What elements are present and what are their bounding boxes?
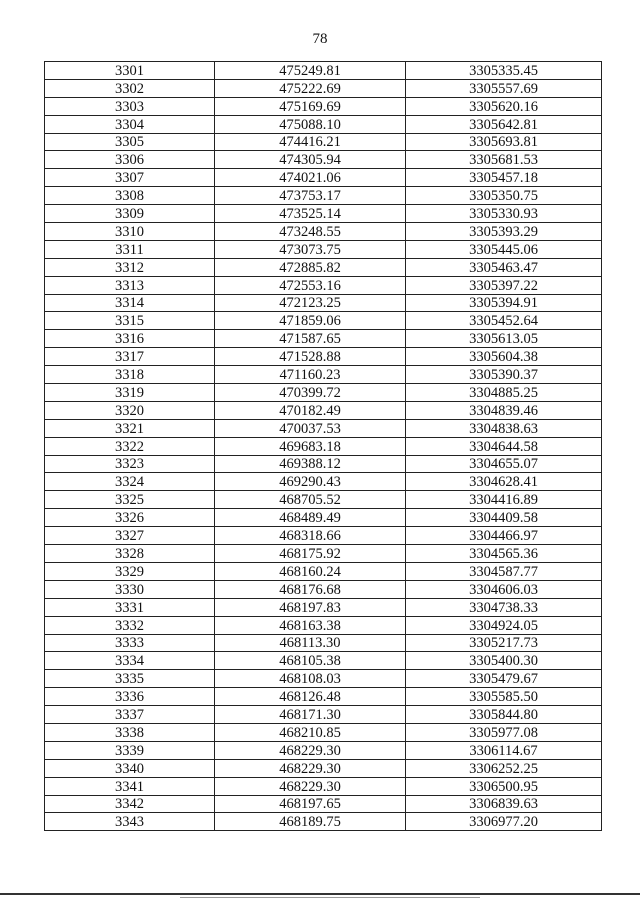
point-number-cell: 3340	[45, 759, 215, 777]
x-coordinate-cell: 472885.82	[215, 258, 406, 276]
y-coordinate-cell: 3306839.63	[406, 795, 602, 813]
point-number-cell: 3318	[45, 366, 215, 384]
y-coordinate-cell: 3304885.25	[406, 384, 602, 402]
y-coordinate-cell: 3305604.38	[406, 348, 602, 366]
point-number-cell: 3328	[45, 545, 215, 563]
table-row	[45, 223, 602, 241]
x-coordinate-cell: 468197.65	[215, 795, 406, 813]
x-coordinate-cell: 468489.49	[215, 509, 406, 527]
point-number-cell: 3334	[45, 652, 215, 670]
table-row	[45, 62, 602, 80]
y-coordinate-cell: 3306500.95	[406, 777, 602, 795]
point-number-cell: 3301	[45, 62, 215, 80]
y-coordinate-cell: 3304738.33	[406, 598, 602, 616]
point-number-cell: 3303	[45, 97, 215, 115]
table-row	[45, 437, 602, 455]
x-coordinate-cell: 471587.65	[215, 330, 406, 348]
point-number-cell: 3325	[45, 491, 215, 509]
x-coordinate-cell: 474416.21	[215, 133, 406, 151]
page-number: 78	[312, 31, 328, 47]
point-number-cell: 3329	[45, 562, 215, 580]
table-row	[45, 97, 602, 115]
x-coordinate-cell: 468210.85	[215, 723, 406, 741]
y-coordinate-cell: 3305335.45	[406, 62, 602, 80]
point-number-cell: 3316	[45, 330, 215, 348]
table-row	[45, 741, 602, 759]
coordinates-table	[44, 61, 602, 831]
table-row	[45, 348, 602, 366]
table-row	[45, 491, 602, 509]
x-coordinate-cell: 473073.75	[215, 240, 406, 258]
x-coordinate-cell: 468126.48	[215, 688, 406, 706]
table-row	[45, 580, 602, 598]
table-row	[45, 598, 602, 616]
table-row	[45, 795, 602, 813]
y-coordinate-cell: 3305620.16	[406, 97, 602, 115]
point-number-cell: 3306	[45, 151, 215, 169]
table-row	[45, 777, 602, 795]
x-coordinate-cell: 468176.68	[215, 580, 406, 598]
y-coordinate-cell: 3305463.47	[406, 258, 602, 276]
x-coordinate-cell: 468175.92	[215, 545, 406, 563]
y-coordinate-cell: 3304628.41	[406, 473, 602, 491]
y-coordinate-cell: 3304838.63	[406, 419, 602, 437]
x-coordinate-cell: 473248.55	[215, 223, 406, 241]
table-row	[45, 187, 602, 205]
point-number-cell: 3335	[45, 670, 215, 688]
table-row	[45, 366, 602, 384]
point-number-cell: 3342	[45, 795, 215, 813]
point-number-cell: 3317	[45, 348, 215, 366]
y-coordinate-cell: 3305613.05	[406, 330, 602, 348]
x-coordinate-cell: 469290.43	[215, 473, 406, 491]
y-coordinate-cell: 3304839.46	[406, 401, 602, 419]
x-coordinate-cell: 468229.30	[215, 759, 406, 777]
point-number-cell: 3302	[45, 79, 215, 97]
table-row	[45, 634, 602, 652]
table-row	[45, 79, 602, 97]
x-coordinate-cell: 468229.30	[215, 777, 406, 795]
point-number-cell: 3322	[45, 437, 215, 455]
x-coordinate-cell: 469683.18	[215, 437, 406, 455]
y-coordinate-cell: 3305217.73	[406, 634, 602, 652]
y-coordinate-cell: 3305693.81	[406, 133, 602, 151]
table-row	[45, 723, 602, 741]
y-coordinate-cell: 3304416.89	[406, 491, 602, 509]
point-number-cell: 3308	[45, 187, 215, 205]
x-coordinate-cell: 468163.38	[215, 616, 406, 634]
x-coordinate-cell: 473753.17	[215, 187, 406, 205]
x-coordinate-cell: 468160.24	[215, 562, 406, 580]
bottom-rule-faint	[180, 897, 480, 898]
table-row	[45, 759, 602, 777]
y-coordinate-cell: 3305452.64	[406, 312, 602, 330]
y-coordinate-cell: 3305642.81	[406, 115, 602, 133]
y-coordinate-cell: 3304587.77	[406, 562, 602, 580]
point-number-cell: 3341	[45, 777, 215, 795]
y-coordinate-cell: 3305394.91	[406, 294, 602, 312]
table-row	[45, 419, 602, 437]
x-coordinate-cell: 468197.83	[215, 598, 406, 616]
x-coordinate-cell: 474021.06	[215, 169, 406, 187]
point-number-cell: 3315	[45, 312, 215, 330]
x-coordinate-cell: 472553.16	[215, 276, 406, 294]
point-number-cell: 3339	[45, 741, 215, 759]
y-coordinate-cell: 3305479.67	[406, 670, 602, 688]
table-row	[45, 151, 602, 169]
point-number-cell: 3310	[45, 223, 215, 241]
point-number-cell: 3327	[45, 527, 215, 545]
y-coordinate-cell: 3305350.75	[406, 187, 602, 205]
y-coordinate-cell: 3304606.03	[406, 580, 602, 598]
table-row	[45, 205, 602, 223]
point-number-cell: 3324	[45, 473, 215, 491]
y-coordinate-cell: 3305844.80	[406, 706, 602, 724]
point-number-cell: 3323	[45, 455, 215, 473]
table-row	[45, 401, 602, 419]
y-coordinate-cell: 3304466.97	[406, 527, 602, 545]
table-row	[45, 706, 602, 724]
table-row	[45, 384, 602, 402]
table-row	[45, 294, 602, 312]
x-coordinate-cell: 468189.75	[215, 813, 406, 831]
x-coordinate-cell: 468105.38	[215, 652, 406, 670]
x-coordinate-cell: 468171.30	[215, 706, 406, 724]
point-number-cell: 3330	[45, 580, 215, 598]
y-coordinate-cell: 3304565.36	[406, 545, 602, 563]
point-number-cell: 3326	[45, 509, 215, 527]
table-row	[45, 688, 602, 706]
point-number-cell: 3337	[45, 706, 215, 724]
x-coordinate-cell: 468229.30	[215, 741, 406, 759]
point-number-cell: 3332	[45, 616, 215, 634]
x-coordinate-cell: 474305.94	[215, 151, 406, 169]
x-coordinate-cell: 470182.49	[215, 401, 406, 419]
y-coordinate-cell: 3305681.53	[406, 151, 602, 169]
point-number-cell: 3313	[45, 276, 215, 294]
table-row	[45, 115, 602, 133]
y-coordinate-cell: 3305390.37	[406, 366, 602, 384]
x-coordinate-cell: 475169.69	[215, 97, 406, 115]
point-number-cell: 3319	[45, 384, 215, 402]
y-coordinate-cell: 3306114.67	[406, 741, 602, 759]
bottom-rule	[0, 893, 640, 895]
point-number-cell: 3321	[45, 419, 215, 437]
y-coordinate-cell: 3306252.25	[406, 759, 602, 777]
point-number-cell: 3307	[45, 169, 215, 187]
x-coordinate-cell: 470037.53	[215, 419, 406, 437]
x-coordinate-cell: 475088.10	[215, 115, 406, 133]
point-number-cell: 3320	[45, 401, 215, 419]
point-number-cell: 3309	[45, 205, 215, 223]
y-coordinate-cell: 3304924.05	[406, 616, 602, 634]
point-number-cell: 3343	[45, 813, 215, 831]
table-row	[45, 169, 602, 187]
table-row	[45, 545, 602, 563]
table-row	[45, 312, 602, 330]
x-coordinate-cell: 468705.52	[215, 491, 406, 509]
table-row	[45, 527, 602, 545]
table-row	[45, 509, 602, 527]
x-coordinate-cell: 468318.66	[215, 527, 406, 545]
x-coordinate-cell: 475222.69	[215, 79, 406, 97]
table-row	[45, 670, 602, 688]
table-body	[45, 62, 602, 831]
x-coordinate-cell: 472123.25	[215, 294, 406, 312]
point-number-cell: 3333	[45, 634, 215, 652]
table-row	[45, 258, 602, 276]
y-coordinate-cell: 3304644.58	[406, 437, 602, 455]
point-number-cell: 3314	[45, 294, 215, 312]
y-coordinate-cell: 3305585.50	[406, 688, 602, 706]
point-number-cell: 3305	[45, 133, 215, 151]
y-coordinate-cell: 3305397.22	[406, 276, 602, 294]
table-row	[45, 276, 602, 294]
point-number-cell: 3312	[45, 258, 215, 276]
y-coordinate-cell: 3306977.20	[406, 813, 602, 831]
x-coordinate-cell: 471859.06	[215, 312, 406, 330]
table-row	[45, 652, 602, 670]
x-coordinate-cell: 473525.14	[215, 205, 406, 223]
table-row	[45, 240, 602, 258]
table-row	[45, 133, 602, 151]
table-row	[45, 455, 602, 473]
y-coordinate-cell: 3304655.07	[406, 455, 602, 473]
y-coordinate-cell: 3305457.18	[406, 169, 602, 187]
y-coordinate-cell: 3305330.93	[406, 205, 602, 223]
y-coordinate-cell: 3305393.29	[406, 223, 602, 241]
x-coordinate-cell: 469388.12	[215, 455, 406, 473]
point-number-cell: 3311	[45, 240, 215, 258]
point-number-cell: 3336	[45, 688, 215, 706]
table-row	[45, 616, 602, 634]
x-coordinate-cell: 471528.88	[215, 348, 406, 366]
point-number-cell: 3331	[45, 598, 215, 616]
x-coordinate-cell: 471160.23	[215, 366, 406, 384]
table-row	[45, 562, 602, 580]
y-coordinate-cell: 3305977.08	[406, 723, 602, 741]
point-number-cell: 3338	[45, 723, 215, 741]
y-coordinate-cell: 3305400.30	[406, 652, 602, 670]
y-coordinate-cell: 3304409.58	[406, 509, 602, 527]
table-row	[45, 473, 602, 491]
y-coordinate-cell: 3305445.06	[406, 240, 602, 258]
x-coordinate-cell: 475249.81	[215, 62, 406, 80]
table-row	[45, 813, 602, 831]
point-number-cell: 3304	[45, 115, 215, 133]
x-coordinate-cell: 470399.72	[215, 384, 406, 402]
x-coordinate-cell: 468113.30	[215, 634, 406, 652]
y-coordinate-cell: 3305557.69	[406, 79, 602, 97]
table-row	[45, 330, 602, 348]
x-coordinate-cell: 468108.03	[215, 670, 406, 688]
